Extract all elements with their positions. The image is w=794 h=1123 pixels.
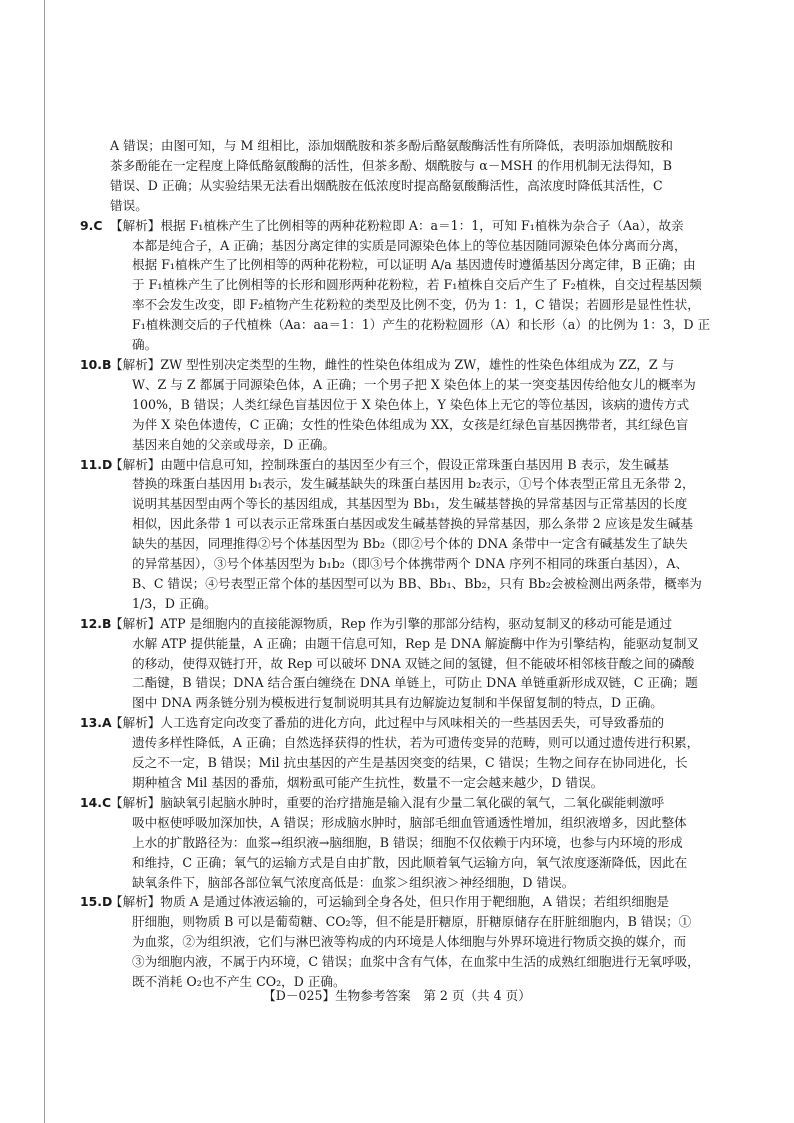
text-line: A 错误；由图可知，与 M 组相比，添加烟酰胺和茶多酚后酪氨酸酶活性有所降低，表明添加烟酰胺和 — [110, 138, 673, 153]
text-line: 【解析】ATP 是细胞内的直接能源物质，Rep 作为引擎的那部分结构，驱动复制叉的移动可能是通过 — [110, 615, 673, 631]
text-line: 100%，B 错误；人类红绿色盲基因位于 X 染色体上，Y 染色体上无它的等位基因，该病的遗传方式 — [132, 396, 690, 412]
text-line: 吸中枢使呼吸加深加快，A 错误；形成脑水肿时，脑部毛细血管通透性增加，组织液增多，因此整体 — [132, 814, 687, 830]
text-line: 错误、D 正确；从实验结果无法看出烟酰胺在低浓度时提高酪氨酸酶活性，高浓度时降低其活性，C — [110, 177, 663, 193]
text-line: 二酯键，B 错误；DNA 结合蛋白缠绕在 DNA 单链上，可防止 DNA 单链重新形成双链，C 正确；题 — [132, 675, 698, 691]
answer-item — [80, 892, 705, 992]
answer-item — [80, 355, 705, 455]
text-line: 为血浆，②为组织液，它们与淋巴液等构成的内环境是人体细胞与外界环境进行物质交换的媒介，而 — [132, 934, 687, 950]
answer-number: 12.B — [80, 615, 112, 631]
text-line: B、C 错误；④号表型正常个体的基因型可以为 BB、Bb₁、Bb₂，只有 Bb₂会被检测出两条带，概率为 — [132, 575, 702, 591]
answer-number: 11.D — [80, 456, 113, 472]
answer-number: 15.D — [80, 894, 113, 910]
answer-item — [80, 614, 705, 714]
page-margin-line — [44, 0, 45, 1123]
text-line: 错误。 — [110, 197, 148, 213]
text-line: 于 F₁植株产生了比例相等的长形和圆形两种花粉粒，若 F₁植株自交后产生了 F₂植株，自交过程基因频 — [132, 277, 702, 293]
text-line: 水解 ATP 提供能量，A 正确；由题干信息可知，Rep 是 DNA 解旋酶中作为引擎结构，能驱动复制叉 — [132, 635, 699, 651]
text-line: 肝细胞，则物质 B 可以是葡萄糖、CO₂等，但不能是肝糖原，肝糖原储存在肝脏细胞内，B 错误；① — [132, 914, 692, 930]
answer-number: 13.A — [80, 715, 112, 731]
text-line: ③为细胞内液，不属于内环境，C 错误；血浆中含有气体，在血浆中生活的成熟红细胞进行无氧呼吸， — [132, 954, 700, 970]
answer-item — [80, 713, 705, 793]
text-line: 替换的珠蛋白基因用 b₁表示，发生碱基缺失的珠蛋白基因用 b₂表示，①号个体表型正常且无条带 2， — [132, 476, 695, 492]
answer-number: 10.B — [80, 356, 112, 372]
text-line: 【解析】根据 F₁植株产生了比例相等的两种花粉粒即 A：a＝1：1，可知 F₁植株为杂合子（Aa），故亲 — [110, 217, 684, 233]
intro-paragraph — [110, 136, 705, 216]
text-line: 率不会发生改变，即 F₂植物产生花粉粒的类型及比例不变，仍为 1：1，C 错误；若圆形是显性性状， — [132, 297, 700, 313]
answer-number: 14.C — [80, 794, 112, 810]
text-line: 为伴 X 染色体遗传，C 正确；女性的性染色体组成为 XX，女孩是红绿色盲基因携带者，其红绿色盲 — [132, 416, 689, 432]
text-line: 缺氧条件下，脑部各部位氧气浓度高低是：血浆＞组织液＞神经细胞，D 错误。 — [132, 874, 575, 890]
text-line: 茶多酚能在一定程度上降低酪氨酸酶的活性，但茶多酚、烟酰胺与 α－MSH 的作用机制无法得知，B — [110, 157, 673, 173]
text-line: F₁植株测交后的子代植株（Aa：aa＝1：1）产生的花粉粒圆形（A）和长形（a）的比例为 1：3，D 正 — [132, 317, 711, 333]
answer-item — [80, 216, 711, 355]
answer-item — [80, 793, 705, 893]
text-line: 遗传多样性降低，A 正确；自然选择获得的性状，若为可遗传变异的范畴，则可以通过遗传进行积累， — [132, 735, 700, 751]
text-line: 【解析】ZW 型性别决定类型的生物，雌性的性染色体组成为 ZW，雄性的性染色体组成为 ZZ，Z 与 — [110, 356, 675, 372]
text-line: 根据 F₁植株产生了比例相等的两种花粉粒，可以证明 A/a 基因遗传时遵循基因分离定律，B 正确；由 — [132, 257, 696, 273]
text-line: W、Z 与 Z 都属于同源染色体，A 正确；一个男子把 X 染色体上的某一突变基因传给他女儿的概率为 — [132, 376, 696, 392]
text-line: 【解析】由题中信息可知，控制珠蛋白的基因至少有三个，假设正常珠蛋白基因用 B 表示，发生碱基 — [110, 456, 669, 472]
text-line: 【解析】脑缺氧引起脑水肿时，重要的治疗措施是输入混有少量二氧化碳的氧气，二氧化碳能刺激呼 — [110, 794, 665, 810]
text-line: 和维持，C 正确；氧气的运输方式是自由扩散，因此顺着氧气运输方向，氧气浓度逐渐降低，因此在 — [132, 854, 688, 870]
text-line: 缺失的基因，同理推得②号个体基因型为 Bb₂（即②号个体的 DNA 条带中一定含有碱基发生了缺失 — [132, 536, 688, 552]
text-line: 说明其基因型由两个等长的基因组成，其基因型为 Bb₁，发生碱基替换的异常基因与正常基因的长度 — [132, 496, 688, 512]
page-footer: 【D－025】生物参考答案 第 2 页（共 4 页） — [263, 988, 531, 1003]
answer-items — [80, 216, 711, 992]
text-line: 本都是纯合子，A 正确；基因分离定律的实质是同源染色体上的等位基因随同源染色体分离而分离， — [132, 237, 687, 253]
text-line: 反之不一定，B 错误；Mil 抗虫基因的产生是基因突变的结果，C 错误；生物之间存在协同进化，长 — [132, 755, 688, 771]
answer-number: 9.C — [80, 217, 103, 233]
text-line: 基因来自她的父亲或母亲，D 正确。 — [132, 436, 336, 452]
text-line: 的异常基因），③号个体基因型为 b₁b₂（即③号个体携带两个 DNA 序列不相同的珠蛋白基因），A、 — [132, 556, 689, 572]
text-line: 上水的扩散路径为：血浆→组织液→脑细胞，B 错误；细胞不仅依赖于内环境，也参与内环境的形成 — [132, 834, 683, 850]
text-line: 相似，因此条带 1 可以表示正常珠蛋白基因或发生碱基替换的异常基因，那么条带 2 应该是发生碱基 — [132, 516, 693, 532]
text-line: 【解析】人工选育定向改变了番茄的进化方向，此过程中与风味相关的一些基因丢失，可导致番茄的 — [110, 715, 665, 731]
text-line: 既不消耗 O₂也不产生 CO₂，D 正确。 — [132, 974, 346, 990]
answer-content — [80, 136, 711, 992]
text-line: 期种植含 Mil 基因的番茄，烟粉虱可能产生抗性，数量不一定会越来越少，D 错误。 — [132, 775, 604, 790]
text-line: 【解析】物质 A 是通过体液运输的，可运输到全身各处，但只作用于靶细胞，A 错误；若组织细胞是 — [110, 894, 670, 910]
text-line: 1/3，D 正确。 — [132, 595, 217, 611]
text-line: 图中 DNA 两条链分别为模板进行复制说明其具有边解旋边复制和半保留复制的特点，D 正确。 — [132, 695, 663, 711]
answer-item — [80, 455, 705, 614]
text-line: 的移动，使得双链打开，故 Rep 可以破坏 DNA 双链之间的氢键，但不能破坏相邻核苷酸之间的磷酸 — [132, 655, 695, 671]
text-line: 确。 — [132, 337, 158, 353]
